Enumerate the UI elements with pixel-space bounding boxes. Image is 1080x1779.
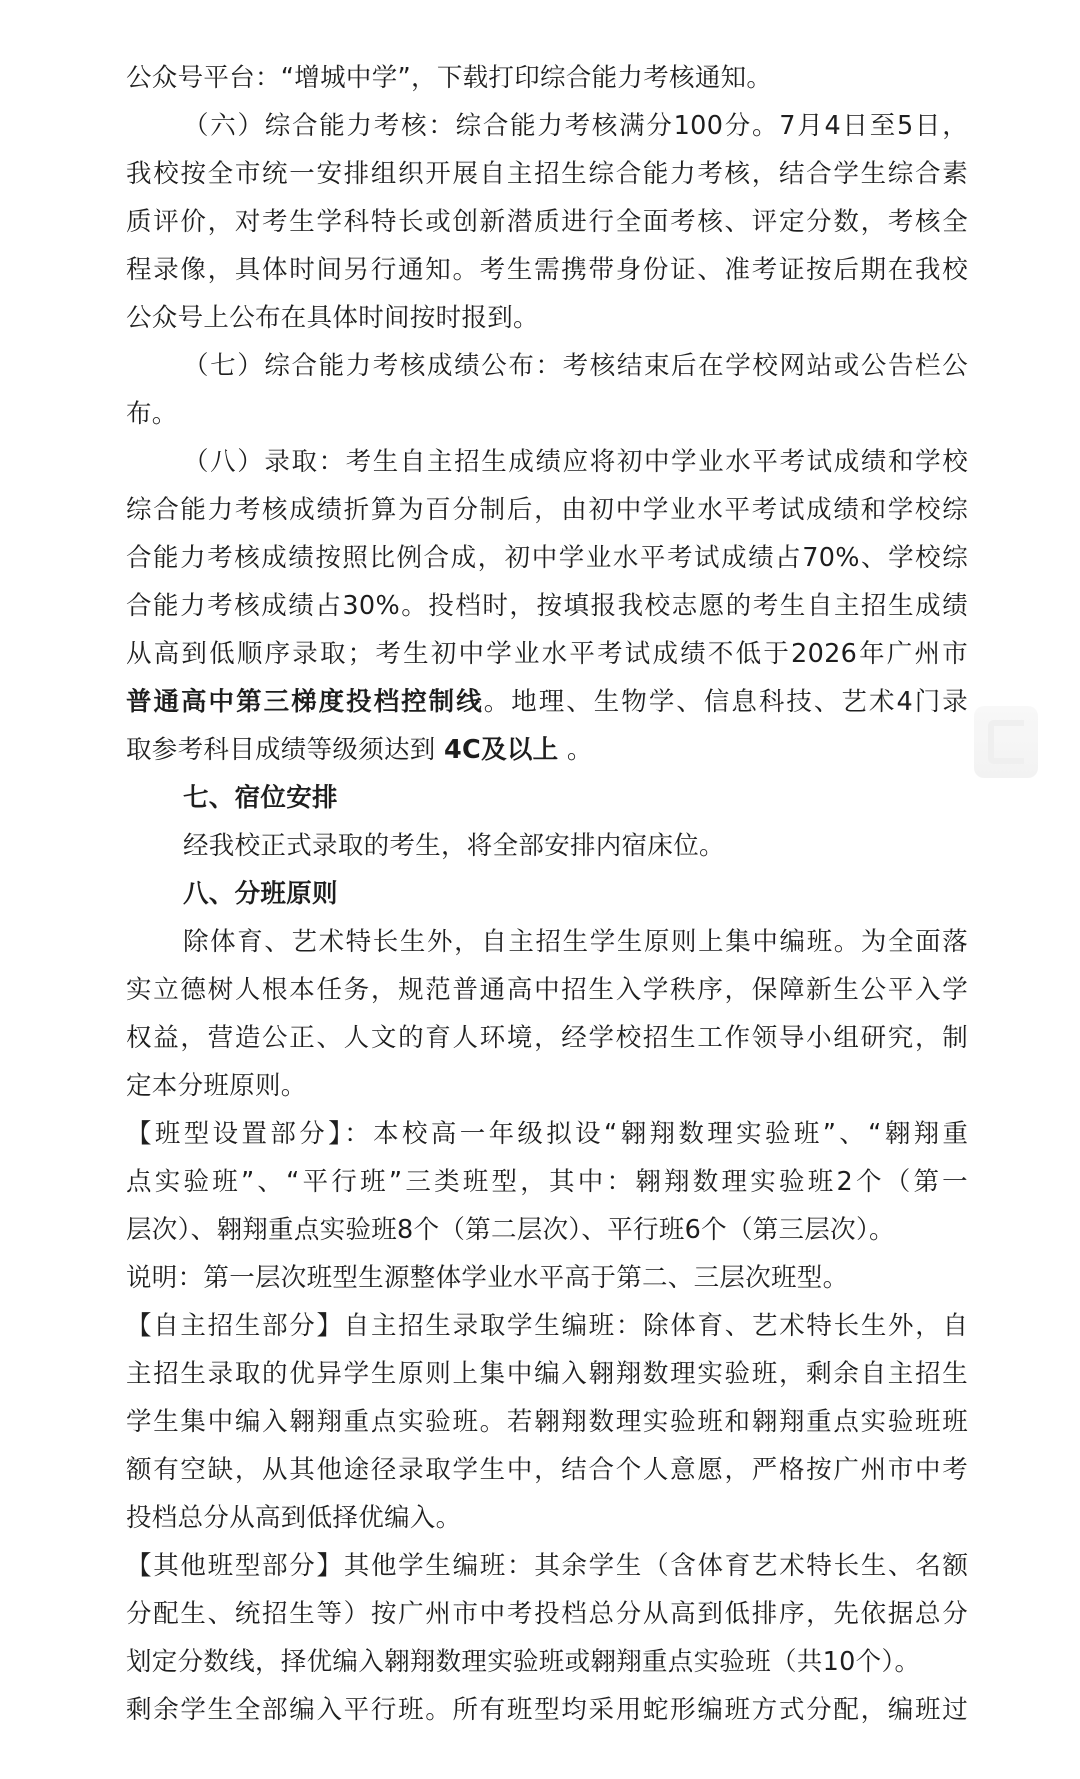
section-8-line: 合能力考核成绩按照比例合成，初中学业水平考试成绩占70%、学校综 [126,543,968,573]
section-6-line: （六）综合能力考核：综合能力考核满分100分。7月4日至5日， [183,111,968,141]
class-division-line: 除体育、艺术特长生外，自主招生学生原则上集中编班。为全面落 [183,927,968,957]
control-line-emphasis: 普通高中第三梯度投档控制线 [126,687,484,717]
grade-requirement-emphasis: 4C及以上 [444,735,559,765]
section-8-text: 取参考科目成绩等级须达到 [126,735,445,765]
section-8-text: 。地理、生物学、信息科技、艺术4门录 [483,687,969,717]
self-enroll-line: 投档总分从高到低择优编入。 [126,1503,462,1533]
class-division-line: 实立德树人根本任务，规范普通高中招生入学秩序，保障新生公平入学 [126,975,968,1005]
section-heading-class-division: 八、分班原则 [183,879,338,909]
section-8-line [126,726,968,774]
section-6-line: 程录像，具体时间另行通知。考生需携带身份证、准考证按后期在我校 [126,255,968,285]
class-division-line: 定本分班原则。 [126,1071,307,1101]
section-6-line: 我校按全市统一安排组织开展自主招生综合能力考核，结合学生综合素 [126,159,968,189]
other-classes-line: 划定分数线，择优编入翱翔数理实验班或翱翔重点实验班（共10个）。 [126,1647,921,1677]
class-setup-line: 【班型设置部分】：本校高一年级拟设“翱翔数理实验班”、“翱翔重 [126,1119,968,1149]
section-6-line: 公众号上公布在具体时间按时报到。 [126,303,539,333]
section-7-line: 布。 [126,399,178,429]
other-classes-line: 剩余学生全部编入平行班。所有班型均采用蛇形编班方式分配，编班过 [126,1695,968,1725]
class-setup-line: 点实验班”、“平行班”三类班型，其中：翱翔数理实验班2个（第一 [126,1167,968,1197]
section-8-line: 综合能力考核成绩折算为百分制后，由初中学业水平考试成绩和学校综 [126,495,968,525]
dorm-text: 经我校正式录取的考生，将全部安排内宿床位。 [183,831,725,861]
other-classes-line: 【其他班型部分】其他学生编班：其余学生（含体育艺术特长生、名额 [126,1551,968,1581]
self-enroll-line: 【自主招生部分】自主招生录取学生编班：除体育、艺术特长生外，自 [126,1311,968,1341]
self-enroll-line: 学生集中编入翱翔重点实验班。若翱翔数理实验班和翱翔重点实验班班 [126,1407,968,1437]
self-enroll-line: 主招生录取的优异学生原则上集中编入翱翔数理实验班，剩余自主招生 [126,1359,968,1389]
class-setup-line: 说明：第一层次班型生源整体学业水平高于第二、三层次班型。 [126,1263,849,1293]
class-setup-line: 层次）、翱翔重点实验班8个（第二层次）、平行班6个（第三层次）。 [126,1215,895,1245]
section-8-line: 合能力考核成绩占30%。投档时，按填报我校志愿的考生自主招生成绩 [126,591,968,621]
class-division-line: 权益，营造公正、人文的育人环境，经学校招生工作领导小组研究，制 [126,1023,968,1053]
section-8-line: 从高到低顺序录取；考生初中学业水平考试成绩不低于2026年广州市 [126,639,968,669]
section-heading-dorm: 七、宿位安排 [183,783,338,813]
section-8-line [126,678,968,726]
notice-document [126,54,968,1734]
faded-overlay-artifact [974,706,1038,778]
intro-end-line: 公众号平台：“增城中学”，下载打印综合能力考核通知。 [126,63,773,93]
section-6-line: 质评价，对考生学科特长或创新潜质进行全面考核、评定分数，考核全 [126,207,968,237]
section-7-line: （七）综合能力考核成绩公布：考核结束后在学校网站或公告栏公 [183,351,968,381]
self-enroll-line: 额有空缺，从其他途径录取学生中，结合个人意愿，严格按广州市中考 [126,1455,968,1485]
section-8-line: （八）录取：考生自主招生成绩应将初中学业水平考试成绩和学校 [183,447,968,477]
section-8-text: 。 [558,735,593,765]
other-classes-line: 分配生、统招生等）按广州市中考投档总分从高到低排序，先依据总分 [126,1599,968,1629]
